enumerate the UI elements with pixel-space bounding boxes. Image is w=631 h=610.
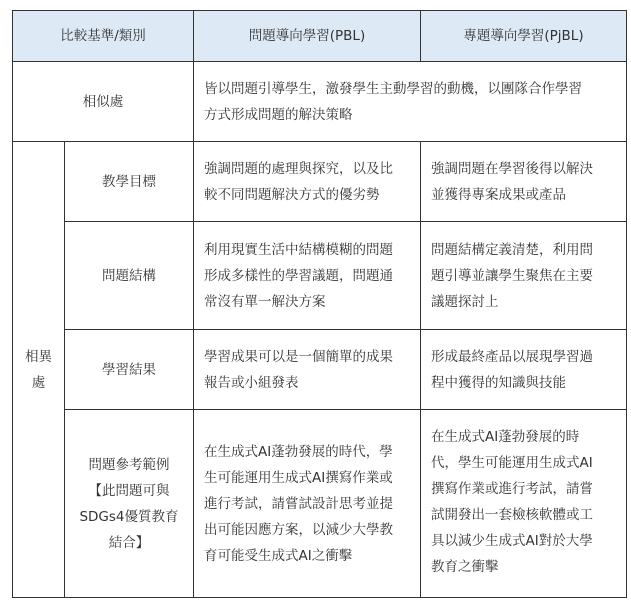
- table-row: [13, 222, 627, 330]
- cell-line: 具以減少生成式AI對於大學: [431, 533, 593, 549]
- pjbl-cell: [421, 410, 627, 598]
- row-label-teaching-goal: [65, 142, 194, 222]
- similar-label: 相似處: [13, 62, 194, 142]
- differences-group-label: [13, 142, 65, 598]
- cell-line: 常沒有單一解決方案: [204, 293, 326, 310]
- table-row: [13, 330, 627, 410]
- cell-line: 出可能因應方案，以減少大學教: [204, 521, 393, 538]
- cell-line: 試開發出一套檢核軟體或工: [431, 507, 593, 523]
- cell-line: 學習成果可以是一個簡單的成果: [204, 348, 393, 365]
- row-label-example: [65, 410, 194, 598]
- row-label-line: 問題結構: [102, 267, 156, 284]
- cell-line: 進行考試，請嘗試設計思考並提: [204, 495, 393, 512]
- cell-line: 生可能運用生成式AI撰寫作業或: [204, 469, 393, 486]
- row-label-line: 學習結果: [102, 361, 156, 378]
- row-label-line: SDGs4優質教育: [79, 508, 179, 525]
- differences-label-line: 相異: [25, 348, 52, 365]
- comparison-table: [12, 10, 627, 598]
- similar-text-line: 皆以問題引導學生，激發學生主動學習的動機，以團隊合作學習: [204, 80, 582, 97]
- header-criteria: 比較基準/類別: [13, 11, 194, 62]
- similar-row: [13, 62, 627, 142]
- cell-line: 教育之衝擊: [431, 559, 499, 575]
- cell-line: 並獲得專案成果或產品: [431, 186, 566, 203]
- cell-line: 利用現實生活中結構模糊的問題: [204, 241, 393, 258]
- pbl-cell: [194, 222, 421, 330]
- row-label-line: 教學目標: [102, 173, 156, 190]
- similar-text-line: 方式形成問題的解決策略: [204, 106, 353, 123]
- cell-line: 議題探討上: [431, 293, 499, 310]
- header-row: [13, 11, 627, 62]
- cell-line: 在生成式AI蓬勃發展的時代，學: [204, 443, 393, 460]
- pjbl-cell: [421, 142, 627, 222]
- cell-line: 較不同問題解決方式的優劣勢: [204, 186, 380, 203]
- cell-line: 撰寫作業或進行考試，請嘗: [431, 481, 593, 497]
- cell-line: 題引導並讓學生聚焦在主要: [431, 267, 593, 284]
- cell-line: 程中獲得的知識與技能: [431, 374, 566, 391]
- header-pjbl: 專題導向學習(PjBL): [421, 11, 627, 62]
- cell-line: 問題結構定義清楚，利用問: [431, 241, 593, 258]
- cell-line: 強調問題的處理與探究，以及比: [204, 160, 393, 177]
- header-pbl: 問題導向學習(PBL): [194, 11, 421, 62]
- pbl-cell: [194, 410, 421, 598]
- cell-line: 在生成式AI蓬勃發展的時: [431, 429, 580, 445]
- cell-line: 形成多樣性的學習議題，問題通: [204, 267, 393, 284]
- cell-line: 報告或小組發表: [204, 374, 299, 391]
- table-row: [13, 410, 627, 598]
- row-label-line: 問題參考範例: [88, 456, 170, 473]
- pbl-cell: [194, 142, 421, 222]
- row-label-learning-outcome: [65, 330, 194, 410]
- row-label-line: 結合】: [108, 534, 150, 551]
- cell-line: 形成最終產品以展現學習過: [431, 348, 593, 365]
- pjbl-cell: [421, 222, 627, 330]
- similar-text: [194, 62, 627, 142]
- cell-line: 育可能受生成式AI之衝擊: [204, 547, 353, 564]
- table-row: [13, 142, 627, 222]
- cell-line: 強調問題在學習後得以解決: [431, 160, 593, 177]
- row-label-problem-structure: [65, 222, 194, 330]
- row-label-line: 【此問題可與: [88, 482, 170, 499]
- comparison-table-container: [12, 10, 627, 598]
- cell-line: 代，學生可能運用生成式AI: [431, 455, 593, 471]
- pjbl-cell: [421, 330, 627, 410]
- differences-label-line: 處: [31, 374, 46, 391]
- pbl-cell: [194, 330, 421, 410]
